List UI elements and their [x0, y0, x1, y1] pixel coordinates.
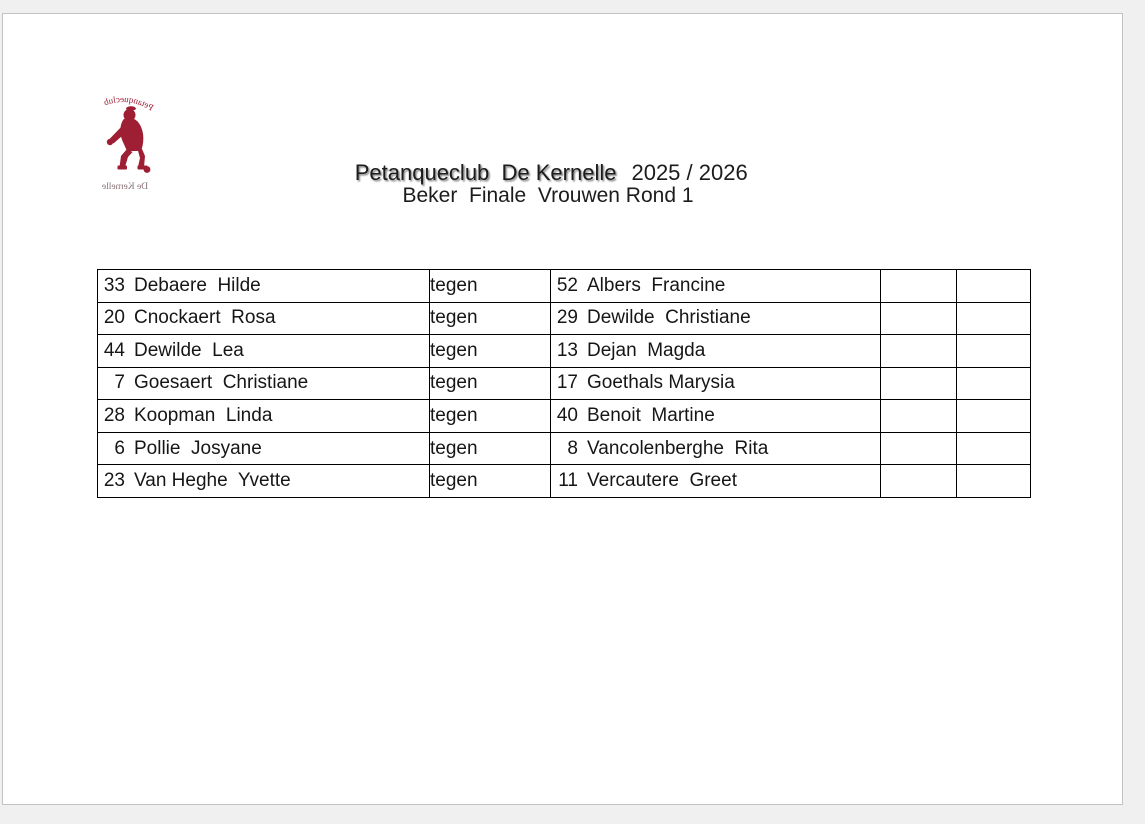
versus-cell: tegen [430, 400, 551, 433]
score-cell-2 [957, 335, 1031, 368]
score-cell-1 [881, 367, 957, 400]
versus-cell: tegen [430, 335, 551, 368]
score-cell-2 [957, 302, 1031, 335]
player-left-cell [98, 432, 430, 465]
player-name: Pollie Josyane [134, 437, 262, 459]
player-left-cell [98, 465, 430, 498]
versus-cell: tegen [430, 465, 551, 498]
page-subtitle: Beker Finale Vrouwen Rond 1 [402, 184, 694, 207]
player-number: 13 [556, 339, 578, 361]
match-row [98, 335, 1031, 368]
player-name: Cnockaert Rosa [134, 307, 276, 329]
score-cell-1 [881, 432, 957, 465]
player-name: Goesaert Christiane [134, 372, 309, 394]
player-left-cell [98, 335, 430, 368]
logo-arc-text: Petanqueclub [102, 94, 156, 113]
match-table [97, 269, 1031, 498]
player-number: 17 [556, 372, 578, 394]
match-row [98, 302, 1031, 335]
player-number: 40 [556, 405, 578, 427]
player-right-cell [551, 465, 881, 498]
player-name: Albers Francine [587, 274, 726, 296]
score-cell-2 [957, 400, 1031, 433]
match-row [98, 400, 1031, 433]
player-number: 20 [103, 307, 125, 329]
match-row [98, 465, 1031, 498]
score-cell-1 [881, 335, 957, 368]
score-cell-1 [881, 400, 957, 433]
logo-bottom-text: De Kernelle [101, 182, 149, 192]
versus-cell: tegen [430, 270, 551, 303]
score-cell-2 [957, 270, 1031, 303]
player-left-cell [98, 302, 430, 335]
player-name: Debaere Hilde [134, 274, 261, 296]
player-name: Dejan Magda [587, 339, 706, 361]
document-page [2, 13, 1123, 805]
player-number: 11 [558, 470, 578, 492]
player-name: Benoit Martine [587, 405, 715, 427]
match-row [98, 270, 1031, 303]
player-number: 29 [556, 307, 578, 329]
player-number: 23 [103, 470, 125, 492]
player-left-cell [98, 367, 430, 400]
player-name: Dewilde Christiane [587, 307, 751, 329]
player-right-cell [551, 302, 881, 335]
match-row [98, 367, 1031, 400]
player-right-cell [551, 432, 881, 465]
player-left-cell [98, 400, 430, 433]
player-name: Koopman Linda [134, 405, 273, 427]
club-name-text: Petanqueclub De Kernelle [354, 160, 617, 185]
player-number: 8 [567, 437, 578, 459]
versus-cell: tegen [430, 367, 551, 400]
player-right-cell [551, 400, 881, 433]
player-name: Dewilde Lea [134, 339, 244, 361]
score-cell-1 [881, 270, 957, 303]
player-name: Vancolenberghe Rita [587, 437, 769, 459]
player-number: 44 [103, 339, 125, 361]
match-row [98, 432, 1031, 465]
player-number: 28 [103, 405, 125, 427]
score-cell-1 [881, 465, 957, 498]
player-right-cell [551, 367, 881, 400]
score-cell-2 [957, 367, 1031, 400]
player-right-cell [551, 270, 881, 303]
player-right-cell [551, 335, 881, 368]
score-cell-2 [957, 432, 1031, 465]
score-cell-1 [881, 302, 957, 335]
player-left-cell [98, 270, 430, 303]
versus-cell: tegen [430, 432, 551, 465]
season-text: 2025 / 2026 [631, 160, 748, 185]
player-number: 7 [114, 372, 125, 394]
score-cell-2 [957, 465, 1031, 498]
player-name: Van Heghe Yvette [134, 470, 291, 492]
player-name: Vercautere Greet [587, 470, 737, 492]
versus-cell: tegen [430, 302, 551, 335]
player-number: 33 [103, 274, 125, 296]
player-number: 52 [556, 274, 578, 296]
player-number: 6 [114, 437, 125, 459]
player-name: Goethals Marysia [587, 372, 735, 394]
